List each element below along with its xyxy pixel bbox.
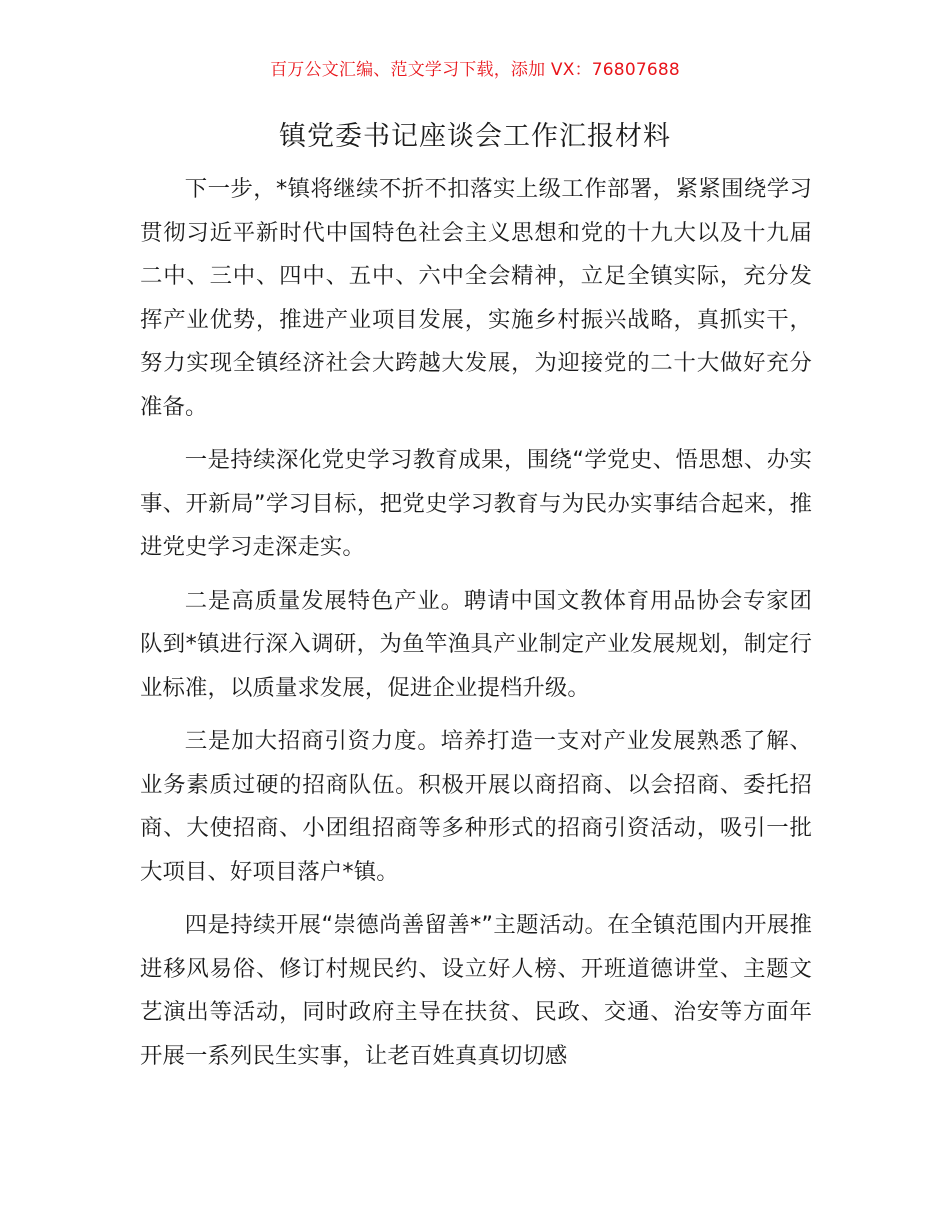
document-body xyxy=(140,168,812,1088)
paragraph-item-1: 一是持续深化党史学习教育成果，围绕“学党史、悟思想、办实事、开新局”学习目标，把党史学习教育与为民办实事结合起来，推进党史学习走深走实。 xyxy=(140,447,812,560)
paragraph-item-3: 三是加大招商引资力度。培养打造一支对产业发展熟悉了解、业务素质过硬的招商队伍。积极开展以商招商、以会招商、委托招商、大使招商、小团组招商等多种形式的招商引资活动，吸引一批大项目、好项目落户*镇。 xyxy=(140,728,812,885)
document-title: 镇党委书记座谈会工作汇报材料 xyxy=(279,121,671,152)
paragraph-item-2: 二是高质量发展特色产业。聘请中国文教体育用品协会专家团队到*镇进行深入调研，为鱼竿渔具产业制定产业发展规划，制定行业标准，以质量求发展，促进企业提档升级。 xyxy=(140,587,812,701)
paragraph-item-4: 四是持续开展“崇德尚善留善*”主题活动。在全镇范围内开展推进移风易俗、修订村规民约、设立好人榜、开班道德讲堂、主题文艺演出等活动，同时政府主导在扶贫、民政、交通、治安等方面年开展一系列民生实事，让老百姓真真切切感 xyxy=(140,912,812,1069)
paragraph-intro: 下一步，*镇将继续不折不扣落实上级工作部署，紧紧围绕学习贯彻习近平新时代中国特色社会主义思想和党的十九大以及十九届二中、三中、四中、五中、六中全会精神，立足全镇实际，充分发挥产业优势，推进产业项目发展，实施乡村振兴战略，真抓实干，努力实现全镇经济社会大跨越大发展，为迎接党的二十大做好充分准备。 xyxy=(140,176,812,420)
watermark-header: 百万公文汇编、范文学习下载，添加 VX：76807688 xyxy=(270,60,680,80)
